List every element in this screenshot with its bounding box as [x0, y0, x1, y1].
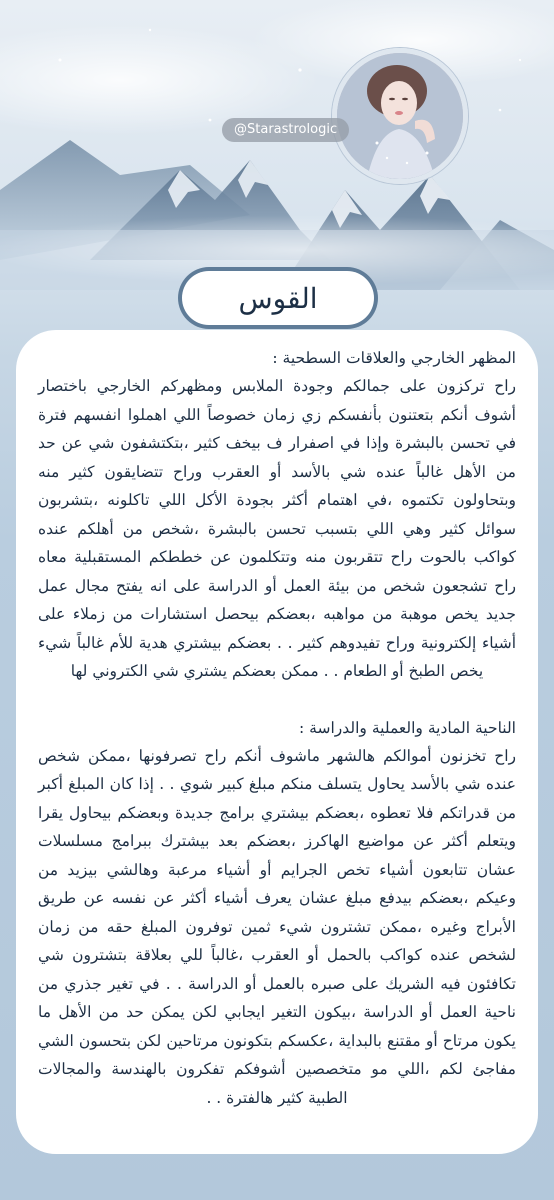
section-body-finance: راح تخزنون أموالكم هالشهر ماشوف أنكم راح تصرفونها ،ممكن شخص عنده شي بالأسد يحاول يتسلف منكم مبلغ كبير شوي . . إذا كان المبلغ أكبر من قدراتكم فلا تعطوه ،بعضكم بيشتري برامج جديدة وبعضكم بيحاول يقرا ويتعلم أكثر عن مواضيع الهاكرز ،بعضكم بعد بيشترك ببرامج مسلسلات عشان تتابعون أشياء تخص الجرايم أو أشياء مرعبة وهالشي بيزيد من وعيكم ،بعضكم بيدفع مبلغ عشان يعرف أشياء أكثر عن نفسه عن طريق الأبراج وغيره ،ممكن تشترون شيء ثمين توفرون المبلغ حقه من زمان لشخص عنده كواكب بالحمل أو العقرب ،غالباً للي بعلاقة بتشترون شي تكافئون فيه الشريك على صبره بالعمل أو الدراسة . . في تغير جذري من ناحية العمل أو الدراسة ،بيكون التغير ايجابي لكن يمكن حد من الأهل ما يكون مرتاح أو مقتنع بالبداية ،عكسكم بتكونون مرتاحين لكن بتحسون الشي مفاجئ لكم ،اللي مو متخصصين أشوفكم تفكرون بالهندسة والمجالات الطبية كثير هالفترة . . [38, 746, 516, 1107]
sign-title-inner [182, 271, 374, 325]
sign-title-card [178, 267, 378, 329]
header-background [0, 0, 554, 290]
section-heading-finance: الناحية المادية والعملية والدراسة : [299, 718, 516, 737]
portrait-avatar [332, 48, 468, 184]
section-heading-appearance: المظهر الخارجي والعلاقات السطحية : [272, 349, 516, 367]
section-body-appearance: راح تركزون على جمالكم وجودة الملابس ومظهركم الخارجي باختصار أشوف أنكم بتعتنون بأنفسكم زي زمان خصوصاً اللي اهملوا انفسهم فترة في تحسن بالبشرة وإذا في اصفرار ف بيخف كثير ،بتكتشفون شي عن حد من الأهل غالباً عنده شي بالأسد أو العقرب وراح تتضايقون كثير منه وبتحاولون تكتموه ،في اهتمام أكثر بجودة الأكل اللي تاكلونه ،بتشربون سوائل كثير وهي اللي بتسبب تحسن بالبشرة ،شخص من أهلكم عنده كواكب بالحوت راح تتقربون منه وتتكلمون عن خططكم المستقبلية معاه راح تشجعون شخص من بيئة العمل أو الدراسة على انه يفتح مجال عمل جديد يخص موهبة من مواهبه ،بعضكم بيحصل استشارات من زملاء على أشياء إلكترونية وراح تفيدوهم كثير . . بعضكم بيشتري هدية للأم غالباً شيء يخص الطبخ أو الطعام . . ممكن بعضكم يشتري شي الكتروني لها [38, 377, 516, 680]
sign-title: القوس [238, 281, 318, 315]
portrait-illustration [337, 53, 463, 179]
snowy-mountains-illustration [0, 0, 554, 290]
horoscope-content-card [16, 330, 538, 1154]
section-spacer [38, 686, 516, 714]
account-handle-badge: @Starastrologic [222, 118, 349, 142]
